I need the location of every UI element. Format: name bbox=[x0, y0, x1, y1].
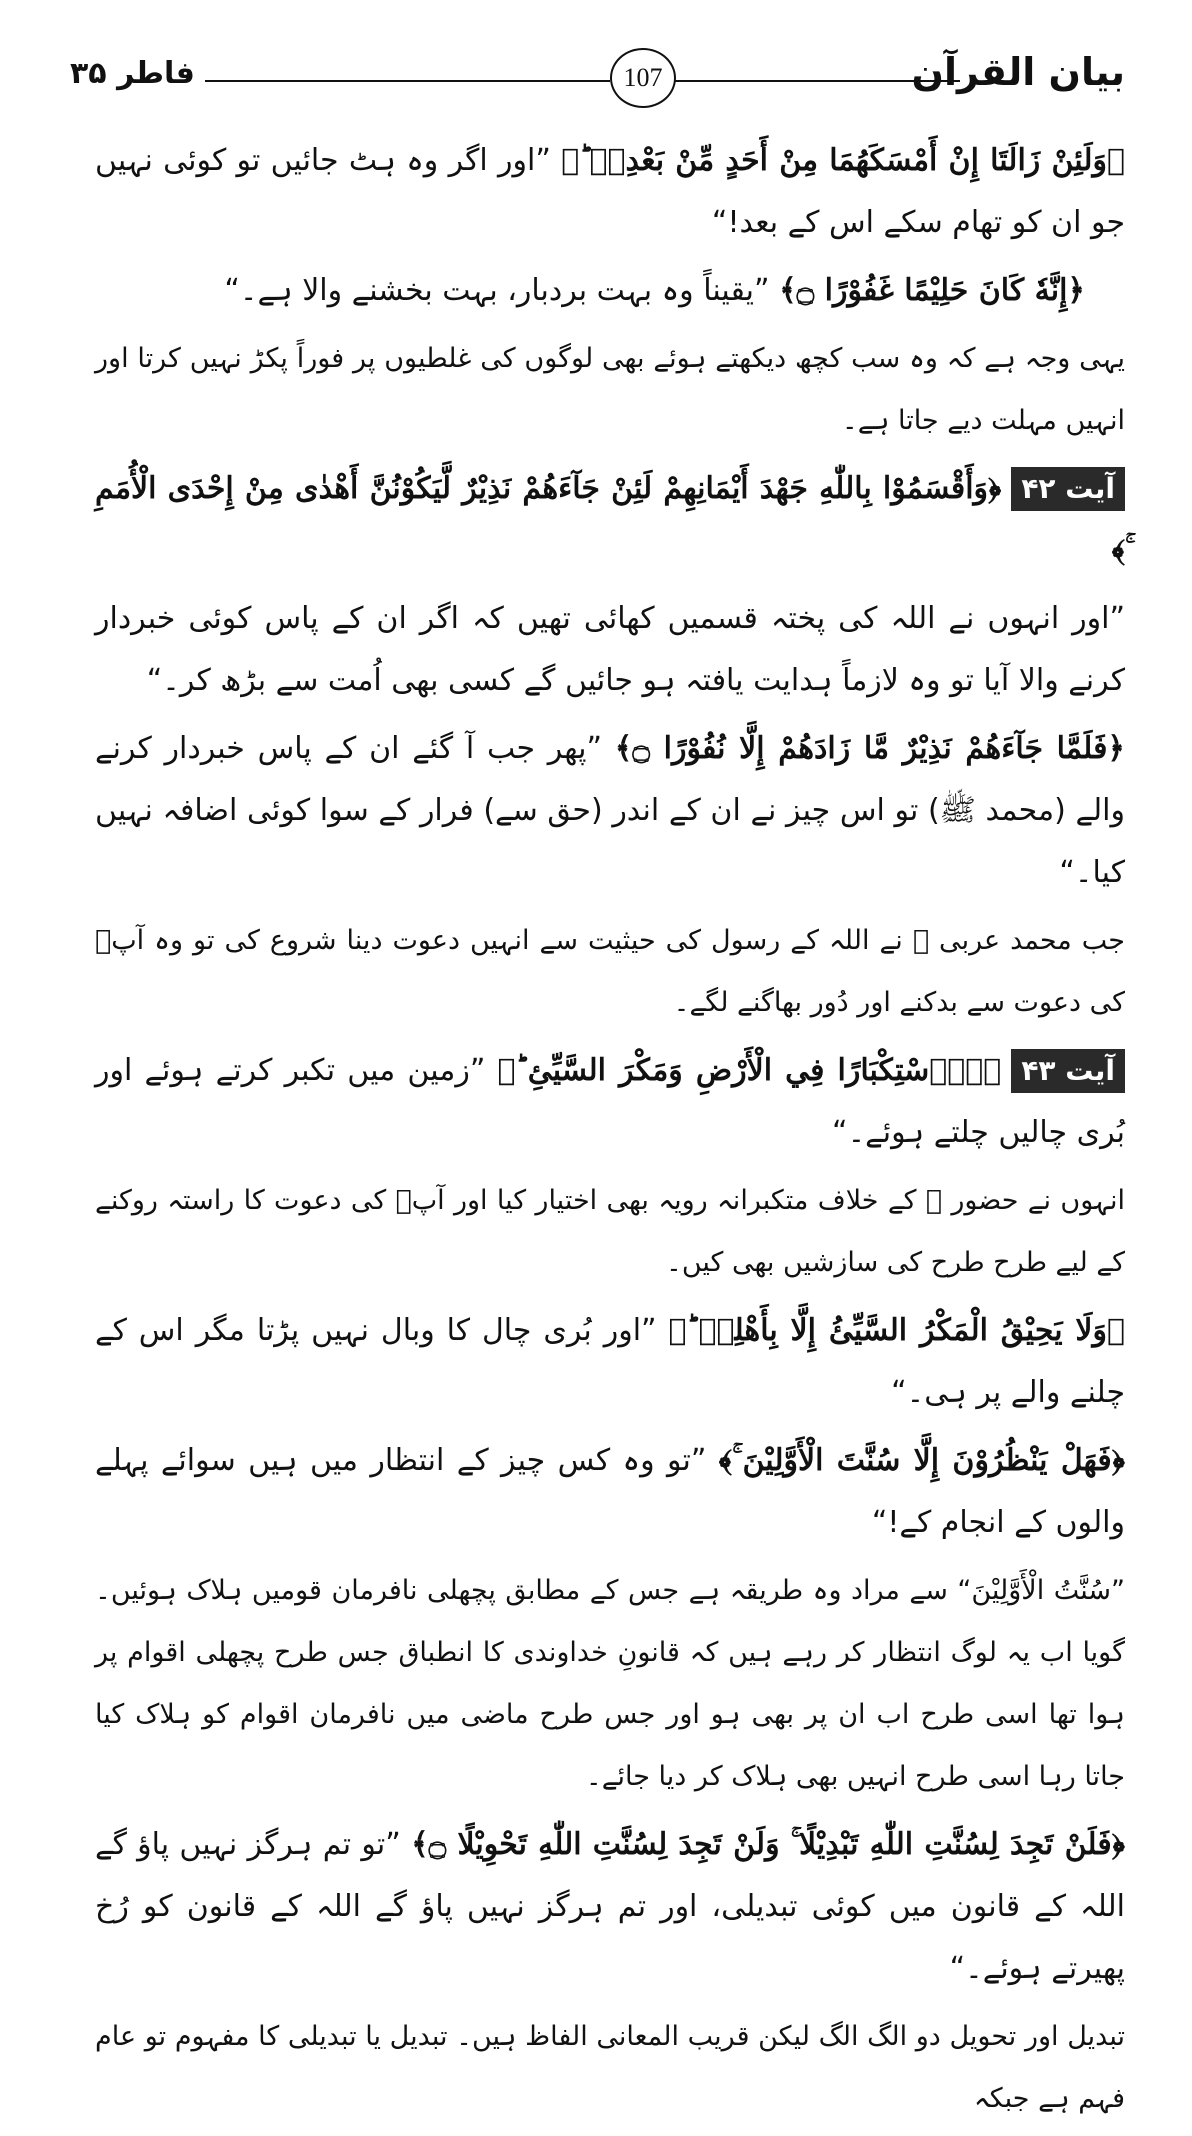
arabic-verse: ﴿فَلَمَّا جَآءَهُمْ نَذِيْرٌ مَّا زَادَهُمْ إِلَّا نُفُوْرًا ۝﴾ bbox=[614, 731, 1126, 766]
surah-name: فاطر ۳۵ bbox=[70, 56, 195, 91]
page-number: 107 bbox=[610, 48, 676, 108]
verse-paragraph bbox=[95, 1814, 1125, 2000]
commentary-paragraph: تبدیل اور تحویل دو الگ الگ لیکن قریب المعانی الفاظ ہیں۔ تبدیل یا تبدیلی کا مفہوم تو عام فہم ہے جبکہ bbox=[95, 2021, 1125, 2114]
verse-translation: ”پھر جب آ گئے ان کے پاس خبردار کرنے والے (محمد ﷺ) تو اس چیز نے ان کے اندر (حق سے) فرار کے سوا کوئی اضافہ نہیں کیا۔“ bbox=[95, 731, 1125, 890]
arabic-verse: ﴿إِنَّهٗ كَانَ حَلِيْمًا غَفُوْرًا ۝﴾ bbox=[779, 273, 1085, 308]
arabic-verse: ﴿فَهَلْ يَنْظُرُوْنَ إِلَّا سُنَّتَ الْأَوَّلِيْنَ ۚ﴾ bbox=[718, 1443, 1126, 1478]
arabic-verse: ﴿وَلَا يَحِيْقُ الْمَكْرُ السَّيِّئُ إِلَّا بِأَهْلِهٖ ؕ﴾ bbox=[668, 1313, 1125, 1348]
verse-paragraph bbox=[95, 718, 1125, 904]
commentary-paragraph: جب محمد عربی ﷺ نے اللہ کے رسول کی حیثیت سے انہیں دعوت دینا شروع کی تو وہ آپؐ کی دعوت سے بدکنے اور دُور بھاگنے لگے۔ bbox=[95, 925, 1125, 1018]
verse-translation: ”اور بُری چال کا وبال نہیں پڑتا مگر اس کے چلنے والے پر ہی۔“ bbox=[95, 1313, 1125, 1410]
verse-translation: ”زمین میں تکبر کرتے ہوئے اور بُری چالیں چلتے ہوئے۔“ bbox=[95, 1053, 1125, 1150]
arabic-verse: ﴿فَلَنْ تَجِدَ لِسُنَّتِ اللّٰهِ تَبْدِيْلًا ۚ وَلَنْ تَجِدَ لِسُنَّتِ اللّٰهِ تَحْوِيْلًا ۝﴾ bbox=[411, 1827, 1125, 1862]
commentary-paragraph: یہی وجہ ہے کہ وہ سب کچھ دیکھتے ہوئے بھی لوگوں کی غلطیوں پر فوراً پکڑ نہیں کرتا اور انہیں مہلت دیے جاتا ہے۔ bbox=[95, 343, 1125, 436]
arabic-verse: ﴿وَأَقْسَمُوْا بِاللّٰهِ جَهْدَ أَيْمَانِهِمْ لَئِنْ جَآءَهُمْ نَذِيْرٌ لَّيَكُوْنُنَّ أَهْدٰى مِنْ إِحْدَى الْأُمَمِ ۚ﴾ bbox=[95, 471, 1125, 568]
verse-paragraph bbox=[95, 260, 1125, 322]
verse-translation: ”تو وہ کس چیز کے انتظار میں ہیں سوائے پہلے والوں کے انجام کے!“ bbox=[95, 1443, 1125, 1540]
book-title: بیان القرآن bbox=[911, 50, 1125, 94]
page-body bbox=[95, 130, 1125, 2136]
verse-translation-paragraph: ”اور انہوں نے اللہ کی پختہ قسمیں کھائی تھیں کہ اگر ان کے پاس کوئی خبردار کرنے والا آیا تو وہ لازماً ہدایت یافتہ ہو جائیں گے کسی بھی اُمت سے بڑھ کر۔“ bbox=[95, 601, 1125, 698]
verse-translation: ”تو تم ہرگز نہیں پاؤ گے اللہ کے قانون میں کوئی تبدیلی، اور تم ہرگز نہیں پاؤ گے اللہ کے قانون کو رُخ پھیرتے ہوئے۔“ bbox=[95, 1827, 1125, 1986]
verse-translation: ”اور اگر وہ ہٹ جائیں تو کوئی نہیں جو ان کو تھام سکے اس کے بعد!“ bbox=[95, 143, 1125, 240]
arabic-verse: ﴿اِۨسْتِكْبَارًا فِي الْأَرْضِ وَمَكْرَ السَّيِّئِ ؕ﴾ bbox=[497, 1053, 1002, 1088]
ayah-badge: آیت ۴۳ bbox=[1011, 1049, 1125, 1093]
verse-paragraph bbox=[95, 1300, 1125, 1424]
verse-paragraph bbox=[95, 1430, 1125, 1554]
verse-paragraph bbox=[95, 130, 1125, 254]
commentary-paragraph: انہوں نے حضور ﷺ کے خلاف متکبرانہ رویہ بھی اختیار کیا اور آپؐ کی دعوت کا راستہ روکنے کے لیے طرح طرح کی سازشیں بھی کیں۔ bbox=[95, 1185, 1125, 1278]
verse-paragraph bbox=[95, 458, 1125, 582]
page-header bbox=[70, 40, 1125, 110]
verse-paragraph bbox=[95, 1040, 1125, 1164]
verse-translation: ”یقیناً وہ بہت بردبار، بہت بخشنے والا ہے۔“ bbox=[224, 273, 780, 308]
commentary-paragraph: ”سُنَّتُ الْأَوَّلِيْنَ“ سے مراد وہ طریقہ ہے جس کے مطابق پچھلی نافرمان قومیں ہلاک ہوئیں۔ گویا اب یہ لوگ انتظار کر رہے ہیں کہ قانونِ خداوندی کا انطباق جس طرح پچھلی اقوام پر ہوا تھا اسی طرح اب ان پر بھی ہو اور جس طرح ماضی میں نافرمان اقوام کو ہلاک کیا جاتا رہا اسی طرح انہیں بھی ہلاک کر دیا جائے۔ bbox=[95, 1575, 1125, 1792]
header-rule-left bbox=[205, 80, 610, 82]
ayah-badge: آیت ۴۲ bbox=[1011, 467, 1125, 511]
arabic-verse: ﴿وَلَئِنْ زَالَتَا إِنْ أَمْسَكَهُمَا مِنْ أَحَدٍ مِّنْ بَعْدِهٖ ؕ﴾ bbox=[561, 143, 1125, 178]
